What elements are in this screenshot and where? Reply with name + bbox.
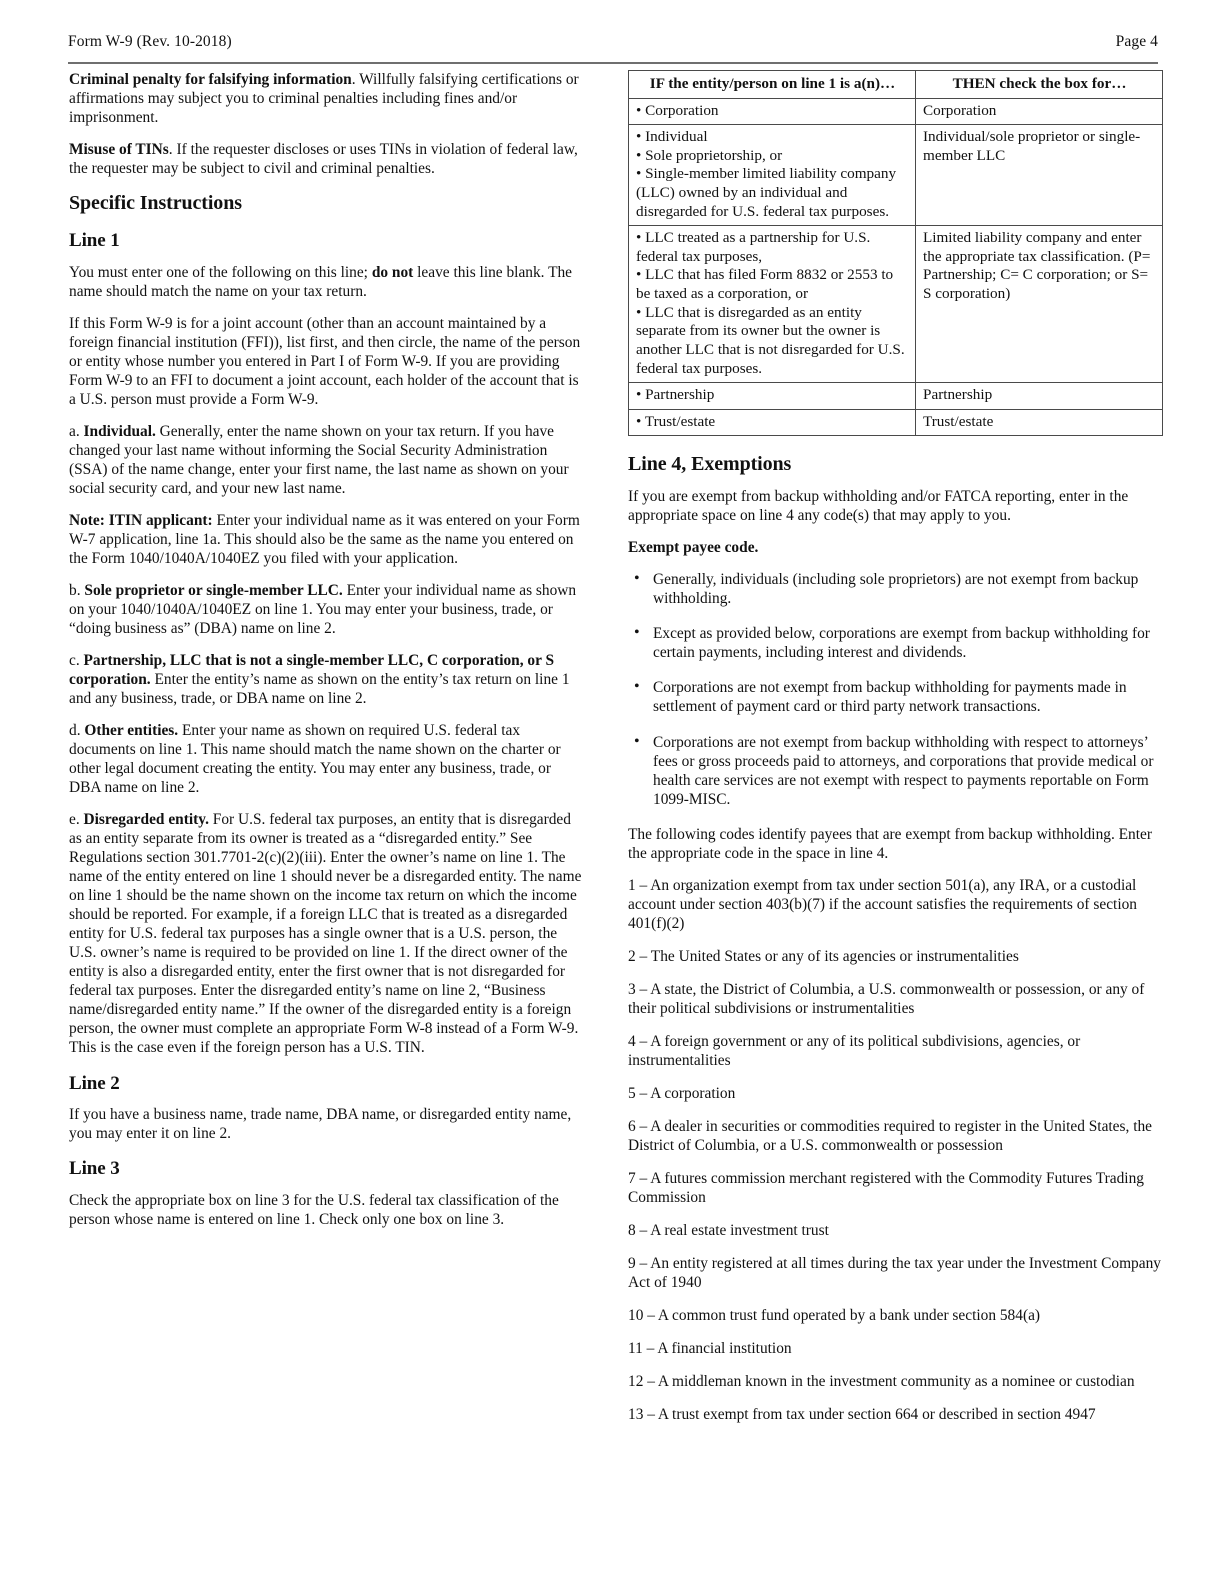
misuse-tins-body: . If the requester discloses or uses TINs in violation of federal law, the requester may be subject to civil and criminal penalties. xyxy=(69,141,578,178)
line-3-heading: Line 3 xyxy=(69,1158,120,1180)
exempt-payee-code-label: Exempt payee code. xyxy=(628,539,759,557)
entity-table-body xyxy=(629,98,1163,436)
list-item: 2 – The United States or any of its agencies or instrumentalities xyxy=(628,947,1019,965)
table-cell-if xyxy=(629,409,916,436)
cell-line: • Corporation xyxy=(636,101,719,119)
line-1-p1-part-b: leave this line blank. The name should match the name on your tax return. xyxy=(69,263,573,300)
table-cell-then xyxy=(916,383,1163,410)
exempt-code-list xyxy=(628,876,1162,1424)
specific-instructions-heading: Specific Instructions xyxy=(69,192,242,215)
table-row xyxy=(629,98,1163,125)
table-row xyxy=(629,383,1163,410)
cell-line: Corporation xyxy=(923,101,997,119)
table-header-row xyxy=(629,71,1163,99)
item-e-disregarded-entity xyxy=(69,810,585,1057)
cell-line: • Sole proprietorship, or xyxy=(636,146,783,164)
list-item: 3 – A state, the District of Columbia, a U.S. commonwealth or possession, or any of their political subdivisions or instrumentalities xyxy=(628,980,1145,1017)
line-2-heading: Line 2 xyxy=(69,1072,120,1094)
list-item: 1 – An organization exempt from tax under section 501(a), any IRA, or a custodial account under section 403(b)(7) if the account satisfies the requirements of section 401(f)(2) xyxy=(628,876,1137,932)
running-header xyxy=(68,33,1158,52)
list-item: 10 – A common trust fund operated by a bank under section 584(a) xyxy=(628,1306,1041,1324)
table-row xyxy=(629,125,1163,226)
item-d-body: Enter your name as shown on required U.S. federal tax documents on line 1. This name should match the name shown on the charter or other legal document creating the entity. You may enter any business, trade, or DBA name on line 2. xyxy=(69,722,561,797)
item-e-marker: e. xyxy=(69,811,84,829)
line-3-paragraph: Check the appropriate box on line 3 for the U.S. federal tax classification of the person whose name is entered on line 1. Check only one box on line 3. xyxy=(69,1192,559,1229)
line-4-intro-paragraph: If you are exempt from backup withholding and/or FATCA reporting, enter in the appropriate space on line 4 any code(s) that may apply to you. xyxy=(628,488,1129,525)
page-number: Page 4 xyxy=(1115,33,1158,50)
list-item: 7 – A futures commission merchant registered with the Commodity Futures Trading Commission xyxy=(628,1169,1144,1206)
exempt-payee-bullet-list xyxy=(628,570,1162,808)
right-column xyxy=(628,70,1162,1438)
list-item: 8 – A real estate investment trust xyxy=(628,1221,829,1239)
cell-line: Partnership xyxy=(923,386,993,404)
item-a-individual xyxy=(69,422,585,498)
cell-line: • LLC treated as a partnership for U.S. federal tax purposes, xyxy=(636,229,871,265)
list-item: 11 – A financial institution xyxy=(628,1339,792,1357)
list-item: 5 – A corporation xyxy=(628,1084,736,1102)
cell-line: Limited liability company and enter the appropriate tax classification. (P= Partnership; C= C corporation; or S= S corporation) xyxy=(923,229,1151,303)
note-itin-title: Note: ITIN applicant: xyxy=(69,512,213,530)
item-a-body: Generally, enter the name shown on your tax return. If you have changed your last name without informing the Social Security Administration (SSA) of the name change, enter your first name, the last name as shown on your social security card, and your new last name. xyxy=(69,423,569,498)
cell-line: • Single-member limited liability company (LLC) owned by an individual and disregarded for U.S. federal tax purposes. xyxy=(636,165,897,220)
table-row xyxy=(629,226,1163,383)
note-itin-applicant xyxy=(69,511,585,568)
criminal-penalty-lead: Criminal penalty for falsifying information xyxy=(69,71,352,88)
line-2-paragraph: If you have a business name, trade name, DBA name, or disregarded entity name, you may enter it on line 2. xyxy=(69,1106,572,1143)
item-e-body: For U.S. federal tax purposes, an entity that is disregarded as an entity separate from its owner is treated as a “disregarded entity.” See Regulations section 301.7701-2(c)(2)(iii). Enter the owner’s name on line 1. The name of the entity entered on line 1 should never be a disregarded entity. The name on line 1 should be the name shown on the income tax return on which the income should be reported. For example, if a foreign LLC that is treated as a disregarded entity for U.S. federal tax purposes has a single owner that is a U.S. person, the U.S. owner’s name is required to be provided on line 1. If the direct owner of the entity is also a disregarded entity, enter the first owner that is not disregarded for federal tax purposes. Enter the disregarded entity’s name on line 2, “Business name/disregarded entity name.” If the owner of the disregarded entity is a foreign person, the owner must complete an appropriate Form W-8 instead of a Form W-9. This is the case even if the foreign person has a U.S. TIN. xyxy=(69,811,582,1057)
item-b-sole-proprietor xyxy=(69,581,585,638)
list-item: 13 – A trust exempt from tax under section 664 or described in section 4947 xyxy=(628,1405,1096,1423)
line-1-paragraph-1 xyxy=(69,263,585,301)
item-d-title: Other entities. xyxy=(84,722,179,740)
left-column xyxy=(69,70,585,1242)
line-4-exemptions-heading: Line 4, Exemptions xyxy=(628,453,792,476)
table-cell-then xyxy=(916,98,1163,125)
line-1-p1-emphasis: do not xyxy=(371,263,414,281)
table-cell-then xyxy=(916,409,1163,436)
table-header-if: IF the entity/person on line 1 is a(n)… xyxy=(629,71,916,99)
item-c-title: Partnership, LLC that is not a single-member LLC, C corporation, or S corporation. xyxy=(69,652,555,689)
table-row xyxy=(629,409,1163,436)
line-1-paragraph-2: If this Form W-9 is for a joint account (other than an account maintained by a foreign financial institution (FFI)), list first, and then circle, the name of the person or entity whose number you entered in Part I of Form W-9. If you are providing Form W-9 to an FFI to document a joint account, each holder of the account that is a U.S. person must provide a Form W-9. xyxy=(69,314,581,409)
list-item: 4 – A foreign government or any of its political subdivisions, agencies, or instrumentalities xyxy=(628,1032,1081,1069)
line-1-heading: Line 1 xyxy=(69,230,120,252)
criminal-penalty-body: . Willfully falsifying certifications or affirmations may subject you to criminal penalties including fines and/or imprisonment. xyxy=(69,71,579,127)
table-cell-if xyxy=(629,383,916,410)
list-item: • Corporations are not exempt from backup withholding with respect to attorneys’ fees or gross proceeds paid to attorneys, and corporations that provide medical or health care services are not exempt with respect to payments reportable on Form 1099-MISC. xyxy=(628,733,1162,809)
item-c-marker: c. xyxy=(69,652,84,670)
item-d-marker: d. xyxy=(69,722,85,740)
criminal-penalty-paragraph xyxy=(69,70,585,127)
cell-line: Individual/sole proprietor or single-member LLC xyxy=(923,128,1141,164)
list-item: • Generally, individuals (including sole proprietors) are not exempt from backup withholding. xyxy=(628,570,1162,608)
table-cell-if xyxy=(629,125,916,226)
note-itin-body: Enter your individual name as it was entered on your Form W-7 application, line 1a. This should also be the same as the name you entered on the Form 1040/1040A/1040EZ you filed with your application. xyxy=(69,512,580,568)
item-d-other-entities xyxy=(69,721,585,797)
list-item: 6 – A dealer in securities or commodities required to register in the United States, the District of Columbia, or a U.S. commonwealth or possession xyxy=(628,1117,1153,1154)
table-cell-if xyxy=(629,226,916,383)
cell-line: Trust/estate xyxy=(923,412,994,430)
cell-line: • LLC that is disregarded as an entity separate from its owner but the owner is another LLC that is not disregarded for U.S. federal tax purposes. xyxy=(636,303,905,377)
item-c-partnership xyxy=(69,651,585,708)
list-item: • Except as provided below, corporations are exempt from backup withholding for certain payments, including interest and dividends. xyxy=(628,624,1162,662)
exempt-payee-code-heading xyxy=(628,538,1162,557)
table-cell-then xyxy=(916,226,1163,383)
misuse-tins-paragraph xyxy=(69,140,585,178)
item-a-title: Individual. xyxy=(83,423,156,441)
item-e-title: Disregarded entity. xyxy=(83,811,209,829)
list-item: 12 – A middleman known in the investment community as a nominee or custodian xyxy=(628,1372,1135,1390)
item-b-title: Sole proprietor or single-member LLC. xyxy=(84,582,343,600)
list-item: • Corporations are not exempt from backup withholding for payments made in settlement of payment card or third party network transactions. xyxy=(628,678,1162,716)
cell-line: • Partnership xyxy=(636,386,715,404)
cell-line: • Individual xyxy=(636,128,708,146)
table-header-then: THEN check the box for… xyxy=(916,71,1163,99)
line-1-p1-part-a: You must enter one of the following on this line; xyxy=(69,263,372,281)
item-c-body: Enter the entity’s name as shown on the entity’s tax return on line 1 and any business, trade, or DBA name on line 2. xyxy=(69,671,570,708)
table-cell-then xyxy=(916,125,1163,226)
entity-classification-table xyxy=(628,70,1163,436)
item-b-body: Enter your individual name as shown on your 1040/1040A/1040EZ on line 1. You may enter your business, trade, or “doing business as” (DBA) name on line 2. xyxy=(69,582,577,638)
form-title: Form W-9 (Rev. 10-2018) xyxy=(68,33,232,50)
table-cell-if xyxy=(629,98,916,125)
item-a-marker: a. xyxy=(69,423,84,441)
cell-line: • LLC that has filed Form 8832 or 2553 to be taxed as a corporation, or xyxy=(636,266,894,303)
item-b-marker: b. xyxy=(69,582,85,600)
codes-intro-paragraph: The following codes identify payees that are exempt from backup withholding. Enter the appropriate code in the space in line 4. xyxy=(628,825,1152,862)
header-divider xyxy=(68,62,1158,64)
cell-line: • Trust/estate xyxy=(636,412,716,430)
misuse-tins-lead: Misuse of TINs xyxy=(69,141,169,159)
list-item: 9 – An entity registered at all times during the tax year under the Investment Company Act of 1940 xyxy=(628,1254,1161,1291)
